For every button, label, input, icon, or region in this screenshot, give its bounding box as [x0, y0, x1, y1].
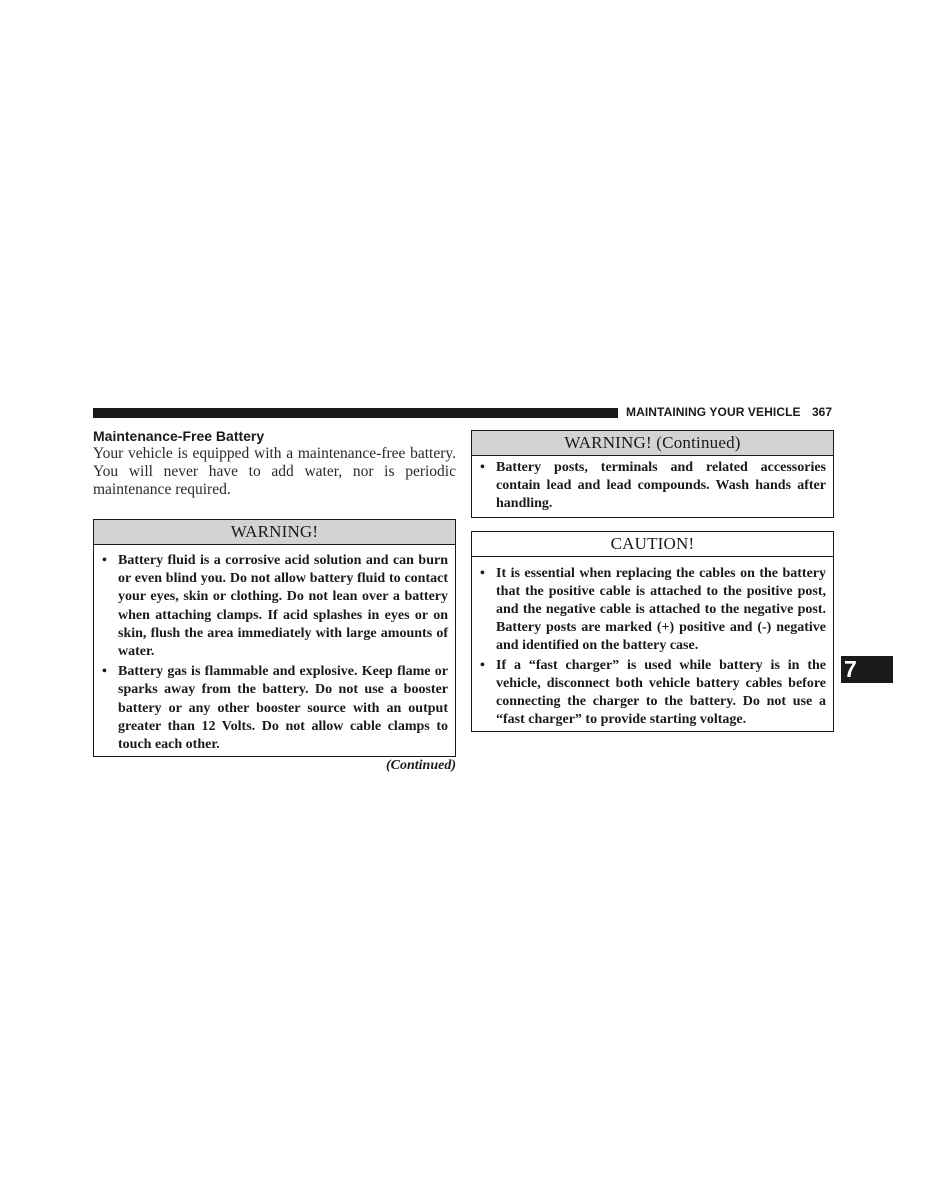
warning-continued-body — [472, 456, 833, 517]
warning-box — [93, 519, 456, 757]
intro-paragraph: Your vehicle is equipped with a maintenance-free battery. You will never have to add water, nor is periodic maintenance required. — [93, 445, 456, 498]
bullet-icon: • — [102, 553, 107, 568]
header-rule — [93, 408, 618, 418]
caution-body — [472, 557, 833, 732]
warning-body — [94, 545, 455, 756]
list-item — [479, 565, 826, 656]
running-header-title: MAINTAINING YOUR VEHICLE — [626, 405, 801, 419]
list-item — [101, 663, 448, 754]
chapter-number: 7 — [844, 656, 857, 682]
left-column — [93, 427, 456, 775]
right-column — [471, 430, 834, 732]
bullet-icon: • — [480, 657, 485, 673]
bullet-icon: • — [480, 460, 485, 475]
warning-continued-list — [479, 459, 826, 514]
list-item-text: Battery posts, terminals and related accessories contain lead and lead compounds. Wash hands after handling. — [496, 460, 826, 512]
warning-list — [101, 552, 448, 754]
section-heading: Maintenance-Free Battery — [93, 428, 265, 444]
caution-title: CAUTION! — [472, 532, 833, 557]
list-item — [479, 657, 826, 730]
chapter-tab — [841, 656, 893, 683]
list-item-text: Battery fluid is a corrosive acid solution and can burn or even blind you. Do not allow battery fluid to contact your eyes, skin or clothing. Do not lean over a battery when attaching clamps. If acid splashes in eyes or on skin, flush the area immediately with large amounts of water. — [118, 553, 448, 660]
list-item-text: If a “fast charger” is used while battery is in the vehicle, disconnect both vehicle battery cables before connecting the charger to the battery. Do not use a “fast charger” to provide starting voltage. — [496, 657, 826, 728]
warning-title: WARNING! — [94, 520, 455, 545]
list-item-text: It is essential when replacing the cables on the battery that the positive cable is attached to the positive post, and the negative cable is attached to the negative post. Battery posts are marked (+) positive and (-) negative and identified on the battery case. — [496, 565, 826, 654]
continued-note: (Continued) — [385, 758, 456, 774]
page-number: 367 — [812, 405, 833, 419]
bullet-icon: • — [480, 565, 485, 581]
list-item — [101, 552, 448, 661]
warning-continued-title: WARNING! (Continued) — [472, 431, 833, 456]
caution-box — [471, 531, 834, 733]
bullet-icon: • — [102, 664, 107, 680]
caution-list — [479, 565, 826, 730]
warning-continued-box — [471, 430, 834, 518]
list-item-text: Battery gas is flammable and explosive. Keep flame or sparks away from the battery. Do not use a booster battery or any other booster source with an output greater than 12 Volts. Do not allow cable clamps to touch each other. — [118, 664, 448, 753]
list-item — [479, 459, 826, 514]
